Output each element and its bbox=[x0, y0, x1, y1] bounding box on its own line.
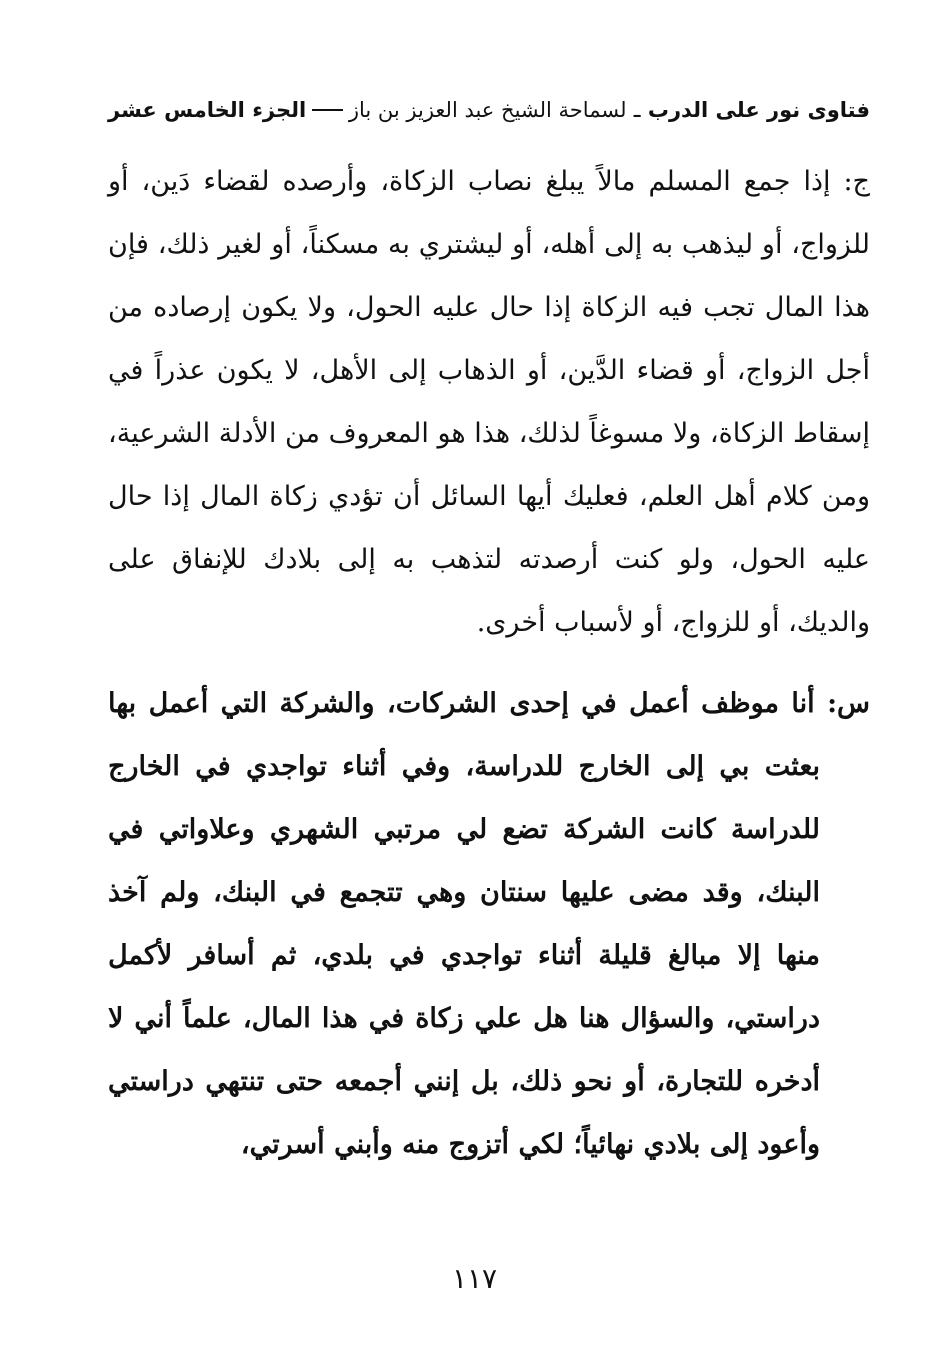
page-number: ١١٧ bbox=[451, 1262, 498, 1295]
running-header bbox=[108, 92, 870, 128]
author-name: لسماحة الشيخ عبد العزيز بن باز bbox=[348, 98, 627, 122]
header-rule bbox=[312, 109, 343, 111]
book-title: فتاوى نور على الدرب bbox=[647, 98, 870, 122]
answer-paragraph: ج: إذا جمع المسلم مالاً يبلغ نصاب الزكاة، وأرصده لقضاء دَين، أو للزواج، أو ليذهب به إلى أهله، أو ليشتري به مسكناً، أو لغير ذلك، فإن هذا المال تجب فيه الزكاة إذا حال عليه الحول، ولا يكون إرصاده من أجل الزواج، أو قضاء الدَّين، أو الذهاب إلى الأهل، لا يكون عذراً في إسقاط الزكاة، ولا مسوغاً لذلك، هذا هو المعروف من الأدلة الشرعية، ومن كلام أهل العلم، فعليك أيها السائل أن تؤدي زكاة المال إذا حال عليه الحول، ولو كنت أرصدته لتذهب به إلى بلادك للإنفاق على والديك، أو للزواج، أو لأسباب أخرى. bbox=[108, 166, 870, 638]
header-separator: ـ bbox=[626, 97, 648, 123]
volume-label: الجزء الخامس عشر bbox=[108, 98, 307, 122]
question-paragraph: س: أنا موظف أعمل في إحدى الشركات، والشركة التي أعمل بها بعثت بي إلى الخارج للدراسة، وفي أثناء تواجدي في الخارج للدراسة كانت الشركة تضع لي مرتبي الشهري وعلاواتي في البنك، وقد مضى عليها سنتان وهي تتجمع في البنك، ولم آخذ منها إلا مبالغ قليلة أثناء تواجدي في بلدي، ثم أسافر لأكمل دراستي، والسؤال هنا هل علي زكاة في هذا المال، علماً أني لا أدخره للتجارة، أو نحو ذلك، بل إنني أجمعه حتى تنتهي دراستي وأعود إلى بلادي نهائياً؛ لكي أتزوج منه وأبني أسرتي، bbox=[108, 688, 870, 1160]
